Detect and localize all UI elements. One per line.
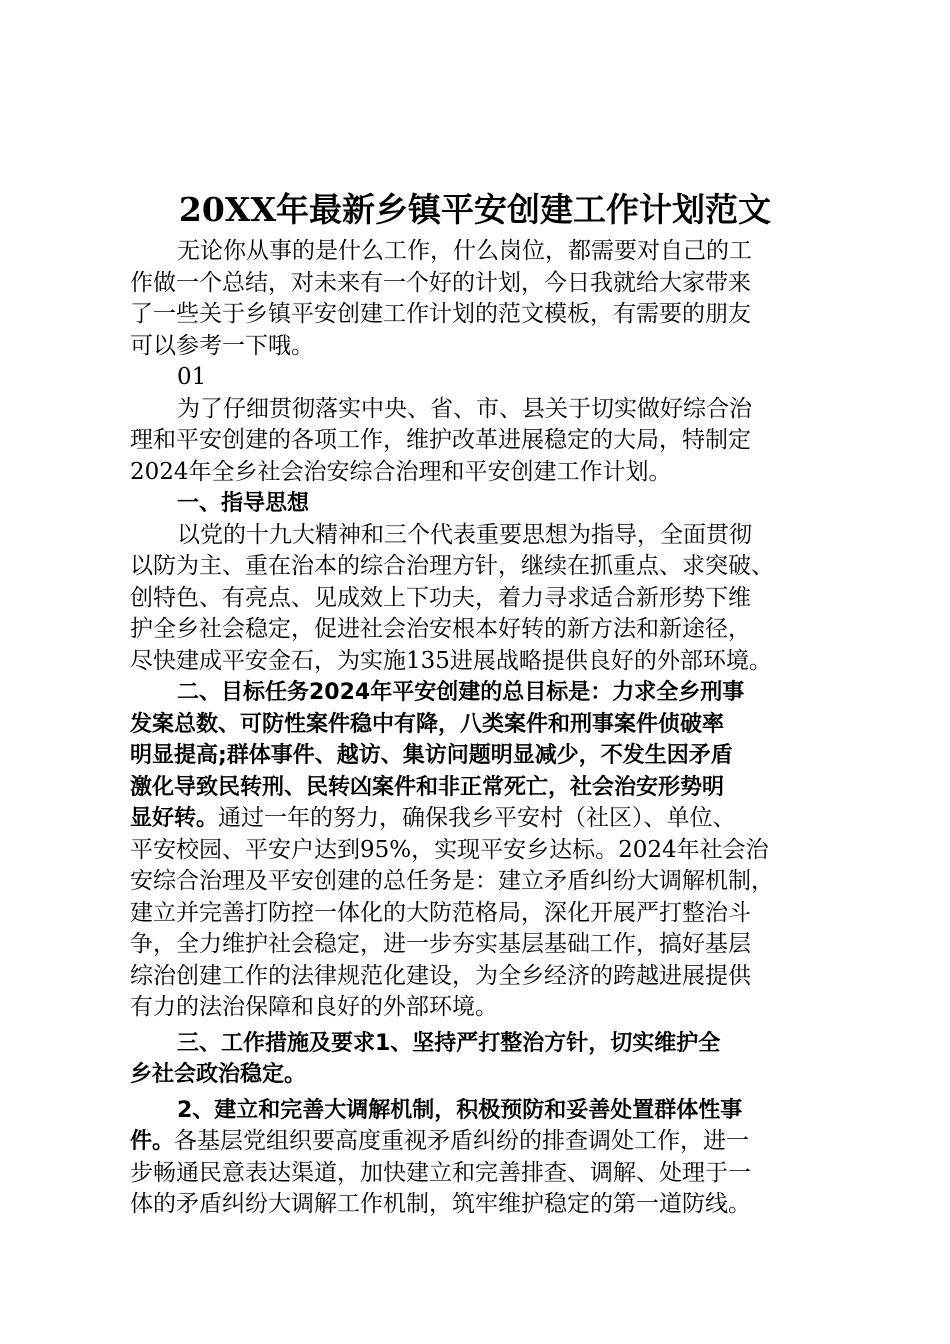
intro-line-3: 了一些关于乡镇平安创建工作计划的范文模板，有需要的朋友 [130, 301, 751, 327]
para2-line-1: 以党的十九大精神和三个代表重要思想为指导，全面贯彻 [177, 521, 752, 548]
para1-line-3: 2024年全乡社会治安综合治理和平安创建工作计划。 [130, 458, 672, 485]
document-body [130, 236, 830, 1221]
heading-mediation-line-1: 2、建立和完善大调解机制，积极预防和妥善处置群体性事 [177, 1097, 743, 1123]
para2-line-3: 创特色、有亮点、见成效上下功夫，着力寻求适合新形势下维 [130, 584, 751, 611]
heading-mediation-end: 件。 [130, 1129, 175, 1154]
para2-line-5: 尽快建成平安金石，为实施135进展战略提供良好的外部环境。 [130, 647, 772, 674]
intro-line-2: 作做一个总结，对未来有一个好的计划，今日我就给大家带来 [130, 269, 751, 296]
para3-line-4: 建立并完善打防控一体化的大防范格局，深化开展严打整治斗 [130, 899, 751, 926]
para4-line-1-text: 各基层党组织要高度重视矛盾纠纷的排查调处工作，进一 [174, 1128, 750, 1154]
para3-line-7: 有力的法治保障和良好的外部环境。 [130, 994, 498, 1020]
para1-line-1: 为了仔细贯彻落实中央、省、市、县关于切实做好综合治 [177, 395, 752, 422]
document-title: 20XX年最新乡镇平安创建工作计划范文 [178, 190, 772, 229]
para1-line-2: 理和平安创建的各项工作，维护改革进展稳定的大局，特制定 [130, 427, 751, 453]
para3-line-1 [130, 803, 830, 835]
para4-line-1 [130, 1126, 830, 1158]
para3-line-1-text: 通过一年的努力，确保我乡平安村（社区）、单位、 [218, 805, 736, 831]
heading-goals-end: 显好转。 [130, 806, 219, 831]
para3-line-2: 平安校园、平安户达到95%，实现平安乡达标。2024年社会治 [130, 836, 769, 863]
heading-goals-line-2: 发案总数、可防性案件稳中有降，八类案件和刑事案件侦破率 [130, 711, 725, 737]
heading-guiding-ideology: 一、指导思想 [177, 491, 310, 516]
intro-line-1: 无论你从事的是什么工作，什么岗位，都需要对自己的工 [177, 238, 752, 264]
para4-line-3: 体的矛盾纠纷大调解工作机制，筑牢维护稳定的第一道防线。 [130, 1191, 751, 1217]
para2-line-4: 护全乡社会稳定，促进社会治安根本好转的新方法和新途径， [130, 616, 751, 642]
para2-line-2: 以防为主、重在治本的综合治理方针，继续在抓重点、求突破、 [130, 553, 774, 579]
para3-line-3: 安综合治理及平安创建的总任务是：建立矛盾纠纷大调解机制， [130, 868, 774, 894]
heading-goals-line-4: 激化导致民转刑、民转凶案件和非正常死亡，社会治安形势明 [130, 774, 725, 800]
para3-line-6: 综治创建工作的法律规范化建设，为全乡经济的跨越进展提供 [130, 962, 751, 989]
para3-line-5: 争，全力维护社会稳定，进一步夯实基层基础工作，搞好基层 [130, 931, 751, 957]
heading-measures-line-1: 三、工作措施及要求1、坚持严打整治方针，切实维护全 [177, 1030, 721, 1056]
intro-line-4: 可以参考一下哦。 [130, 332, 314, 359]
heading-measures-line-2: 乡社会政治稳定。 [130, 1062, 307, 1087]
section-number: 01 [177, 364, 207, 390]
para4-line-2: 步畅通民意表达渠道，加快建立和完善排查、调解、处理于一 [130, 1159, 751, 1186]
heading-goals-line-1: 二、目标任务2024年平安创建的总目标是：力求全乡刑事 [177, 680, 745, 705]
heading-goals-line-3: 明显提高;群体事件、越访、集访问题明显减少，不发生因矛盾 [130, 743, 733, 768]
